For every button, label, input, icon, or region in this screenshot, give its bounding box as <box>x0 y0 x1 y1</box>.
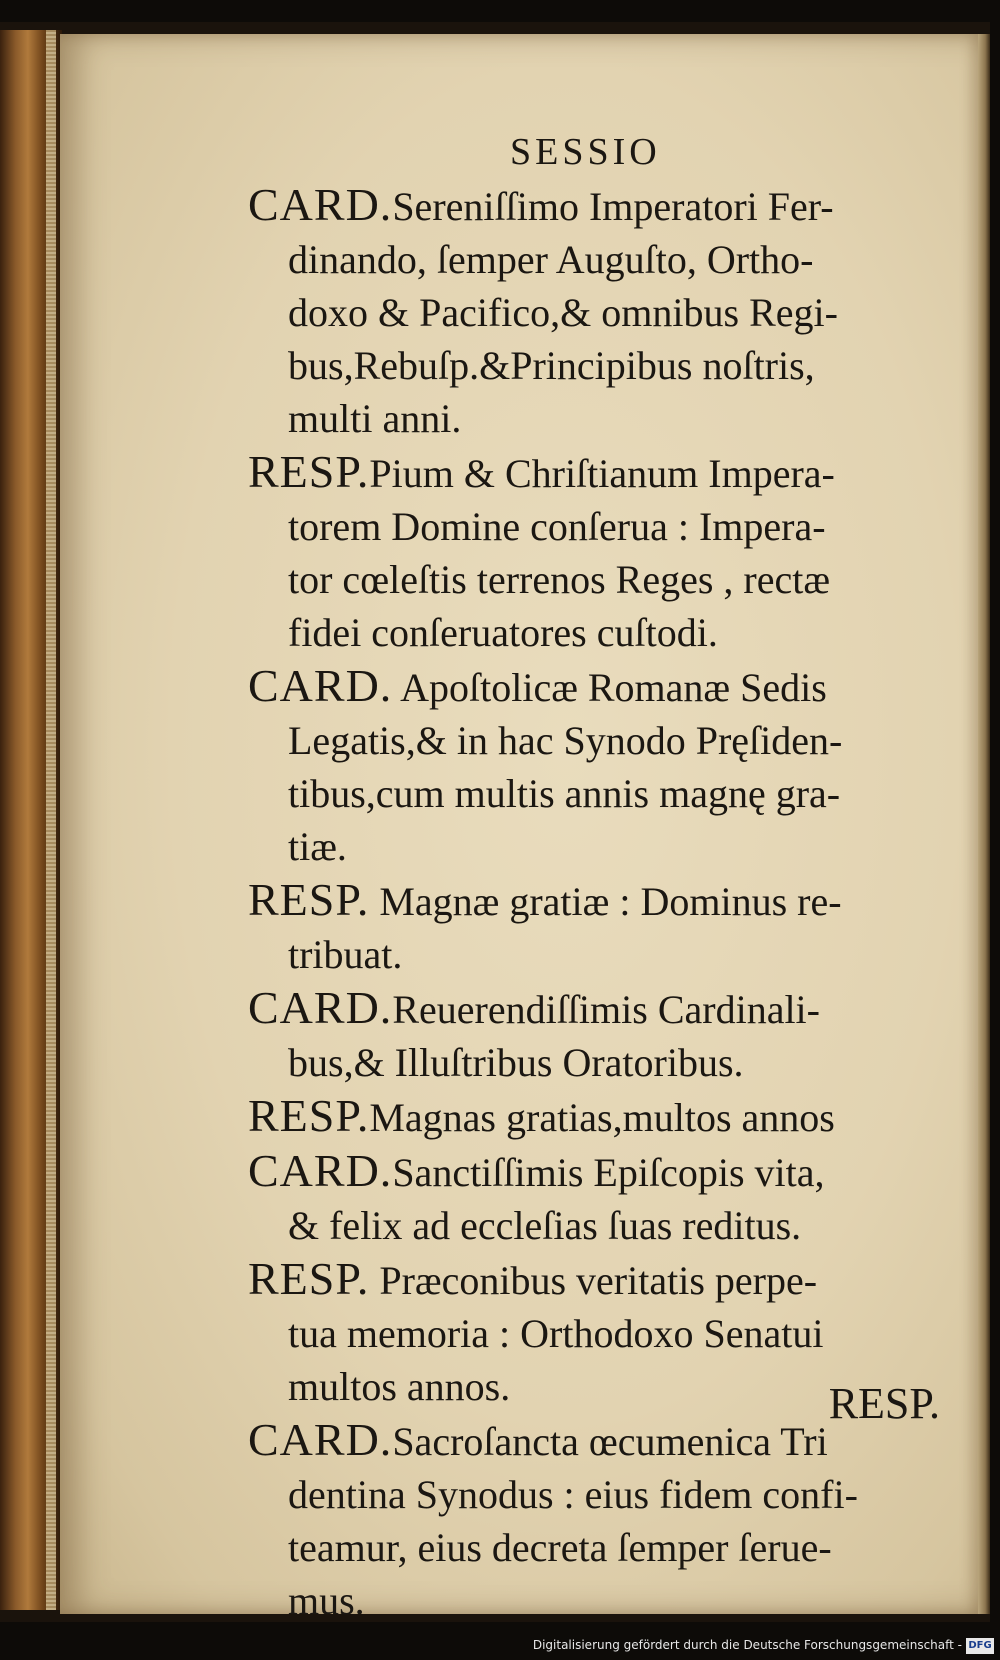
text-line: tribuat. <box>288 932 403 977</box>
text-line: Præconibus veritatis perpe- <box>369 1258 818 1303</box>
text-line: multos annos. <box>288 1364 511 1409</box>
speaker-label: RESP. <box>248 446 370 497</box>
speaker-label: CARD. <box>248 982 393 1033</box>
speaker-label: CARD. <box>248 1414 393 1465</box>
text-line: tor cœleſtis terrenos Reges , rectæ <box>288 557 831 602</box>
entry-9 <box>248 1413 948 1627</box>
entry-3 <box>248 659 948 873</box>
text-line: mus. <box>288 1578 365 1623</box>
text-line: tiæ. <box>288 824 347 869</box>
entry-2 <box>248 445 948 659</box>
text-line: & felix ad eccleſias ſuas reditus. <box>288 1203 802 1248</box>
entry-6 <box>248 1089 948 1144</box>
text-line: tibus,cum multis annis magnę gra- <box>288 771 841 816</box>
text-line: Pium & Chriſtianum Impera- <box>369 451 835 496</box>
text-line: Sanctiſſimis Epiſcopis vita, <box>392 1150 825 1195</box>
speaker-label: CARD. <box>248 660 393 711</box>
catchword: RESP. <box>828 1379 940 1428</box>
text-line: Magnæ gratiæ : Dominus re- <box>369 879 842 924</box>
text-line: Sacroſancta œcumenica Tri <box>392 1419 828 1464</box>
text-line: dinando, ſemper Auguſto, Ortho- <box>288 237 814 282</box>
text-line: fidei conſeruatores cuſtodi. <box>288 610 718 655</box>
speaker-label: RESP. <box>248 874 370 925</box>
entry-5 <box>248 981 948 1089</box>
text-line: bus,Rebuſp.&Principibus noſtris, <box>288 343 815 388</box>
text-line: bus,& Illuſtribus Oratoribus. <box>288 1040 744 1085</box>
running-head: SESSIO <box>510 131 661 173</box>
speaker-label: CARD. <box>248 1145 393 1196</box>
text-line: Reuerendiſſimis Cardinali- <box>392 987 820 1032</box>
speaker-label: RESP. <box>248 1090 370 1141</box>
text-line: tua memoria : Orthodoxo Senatui <box>288 1311 824 1356</box>
text-line: teamur, eius decreta ſemper ſerue- <box>288 1525 832 1570</box>
footer-bar <box>0 1626 1000 1660</box>
page-edge <box>978 34 990 1614</box>
text-line: dentina Synodus : eius fidem confi- <box>288 1472 858 1517</box>
entry-4 <box>248 873 948 981</box>
entry-7 <box>248 1144 948 1252</box>
text-line: Apoſtolicæ Romanæ Sedis <box>392 665 827 710</box>
speaker-label: CARD. <box>248 179 393 230</box>
funding-credit: Digitalisierung gefördert durch die Deutsche Forschungsgemeinschaft - <box>532 1638 962 1652</box>
text-line: multi anni. <box>288 396 462 441</box>
dfg-logo-icon: DFG <box>966 1638 994 1654</box>
text-line: Legatis,& in hac Synodo Pręſiden- <box>288 718 843 763</box>
text-line: Sereniſſimo Imperatori Fer- <box>392 184 834 229</box>
entry-1 <box>248 178 948 445</box>
text-line: doxo & Pacifico,& omnibus Regi- <box>288 290 838 335</box>
book-spine <box>0 30 62 1610</box>
text-line: Magnas gratias,multos annos <box>369 1095 835 1140</box>
speaker-label: RESP. <box>248 1253 370 1304</box>
text-line: torem Domine conſerua : Impera- <box>288 504 826 549</box>
